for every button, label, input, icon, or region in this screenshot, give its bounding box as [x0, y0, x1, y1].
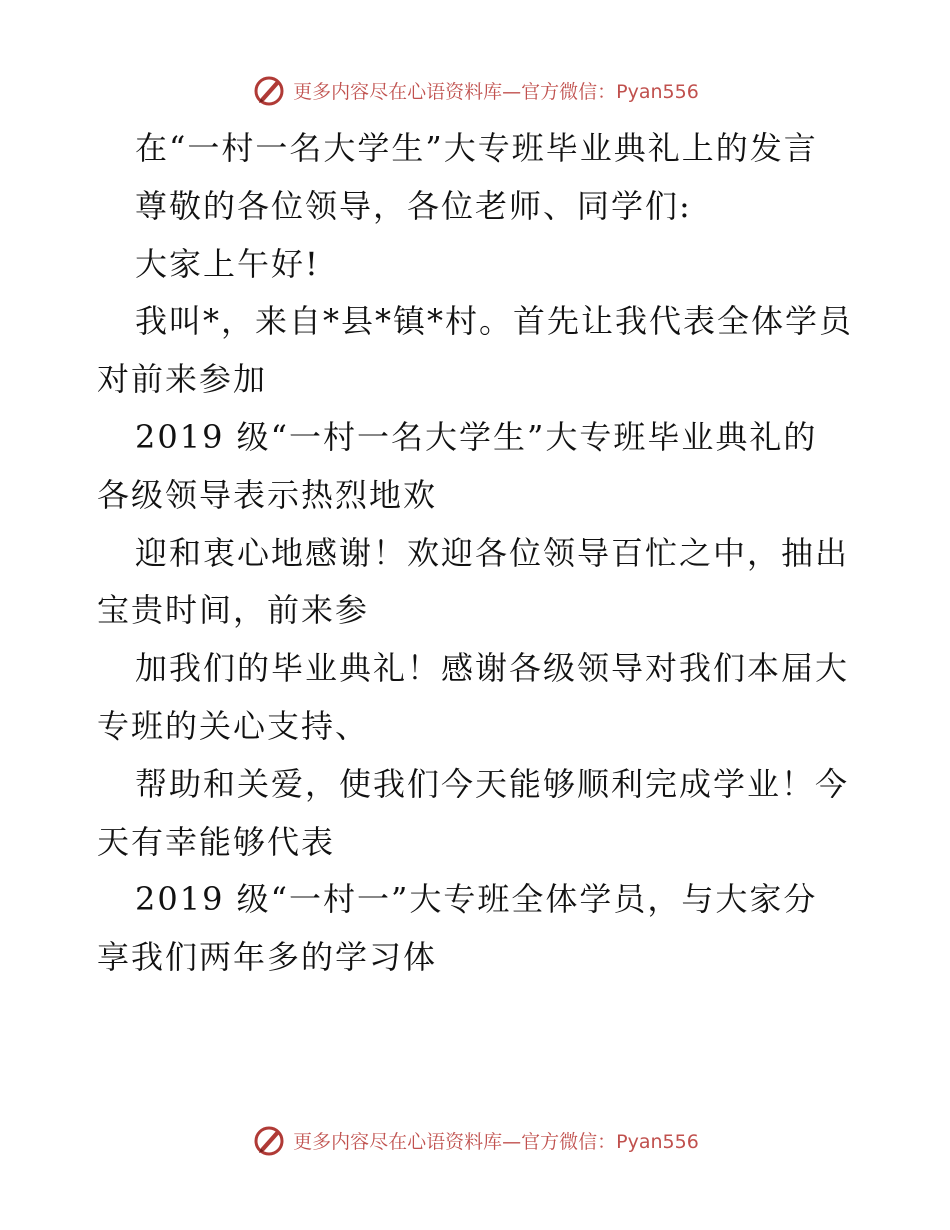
- header-banner: [0, 70, 950, 110]
- text-line: 天有幸能够代表: [97, 822, 336, 861]
- text-line: 对前来参加: [97, 360, 268, 399]
- text-line: 尊敬的各位领导，各位老师、同学们:: [135, 186, 692, 225]
- text-line: 加我们的毕业典礼！感谢各级领导对我们本届大: [135, 649, 850, 688]
- document-body: [97, 120, 857, 987]
- text-line: 大家上午好!: [135, 244, 320, 283]
- text-line: 宝贵时间，前来参: [97, 591, 370, 630]
- pen-logo-icon: [251, 72, 287, 108]
- text-line: 专班的关心支持、: [97, 706, 370, 745]
- text-line: 帮助和关爱，使我们今天能够顺利完成学业！今: [135, 764, 850, 803]
- banner-text: 更多内容尽在心语资料库—官方微信：Pyan556: [293, 80, 699, 103]
- text-line: 在“一村一名大学生”大专班毕业典礼上的发言: [135, 129, 818, 167]
- pen-logo-icon: [251, 1122, 287, 1158]
- footer-banner: [0, 1120, 950, 1160]
- text-line: 2019 级“一村一名大学生”大专班毕业典礼的: [135, 417, 818, 456]
- text-line: 各级领导表示热烈地欢: [97, 475, 438, 514]
- text-line: 2019 级“一村一”大专班全体学员，与大家分: [135, 880, 818, 919]
- banner-text: 更多内容尽在心语资料库—官方微信：Pyan556: [293, 1130, 699, 1153]
- text-line: 我叫*，来自*县*镇*村。首先让我代表全体学员: [135, 302, 854, 341]
- text-line: 迎和衷心地感谢！欢迎各位领导百忙之中，抽出: [135, 533, 850, 572]
- text-line: 享我们两年多的学习体: [97, 938, 438, 977]
